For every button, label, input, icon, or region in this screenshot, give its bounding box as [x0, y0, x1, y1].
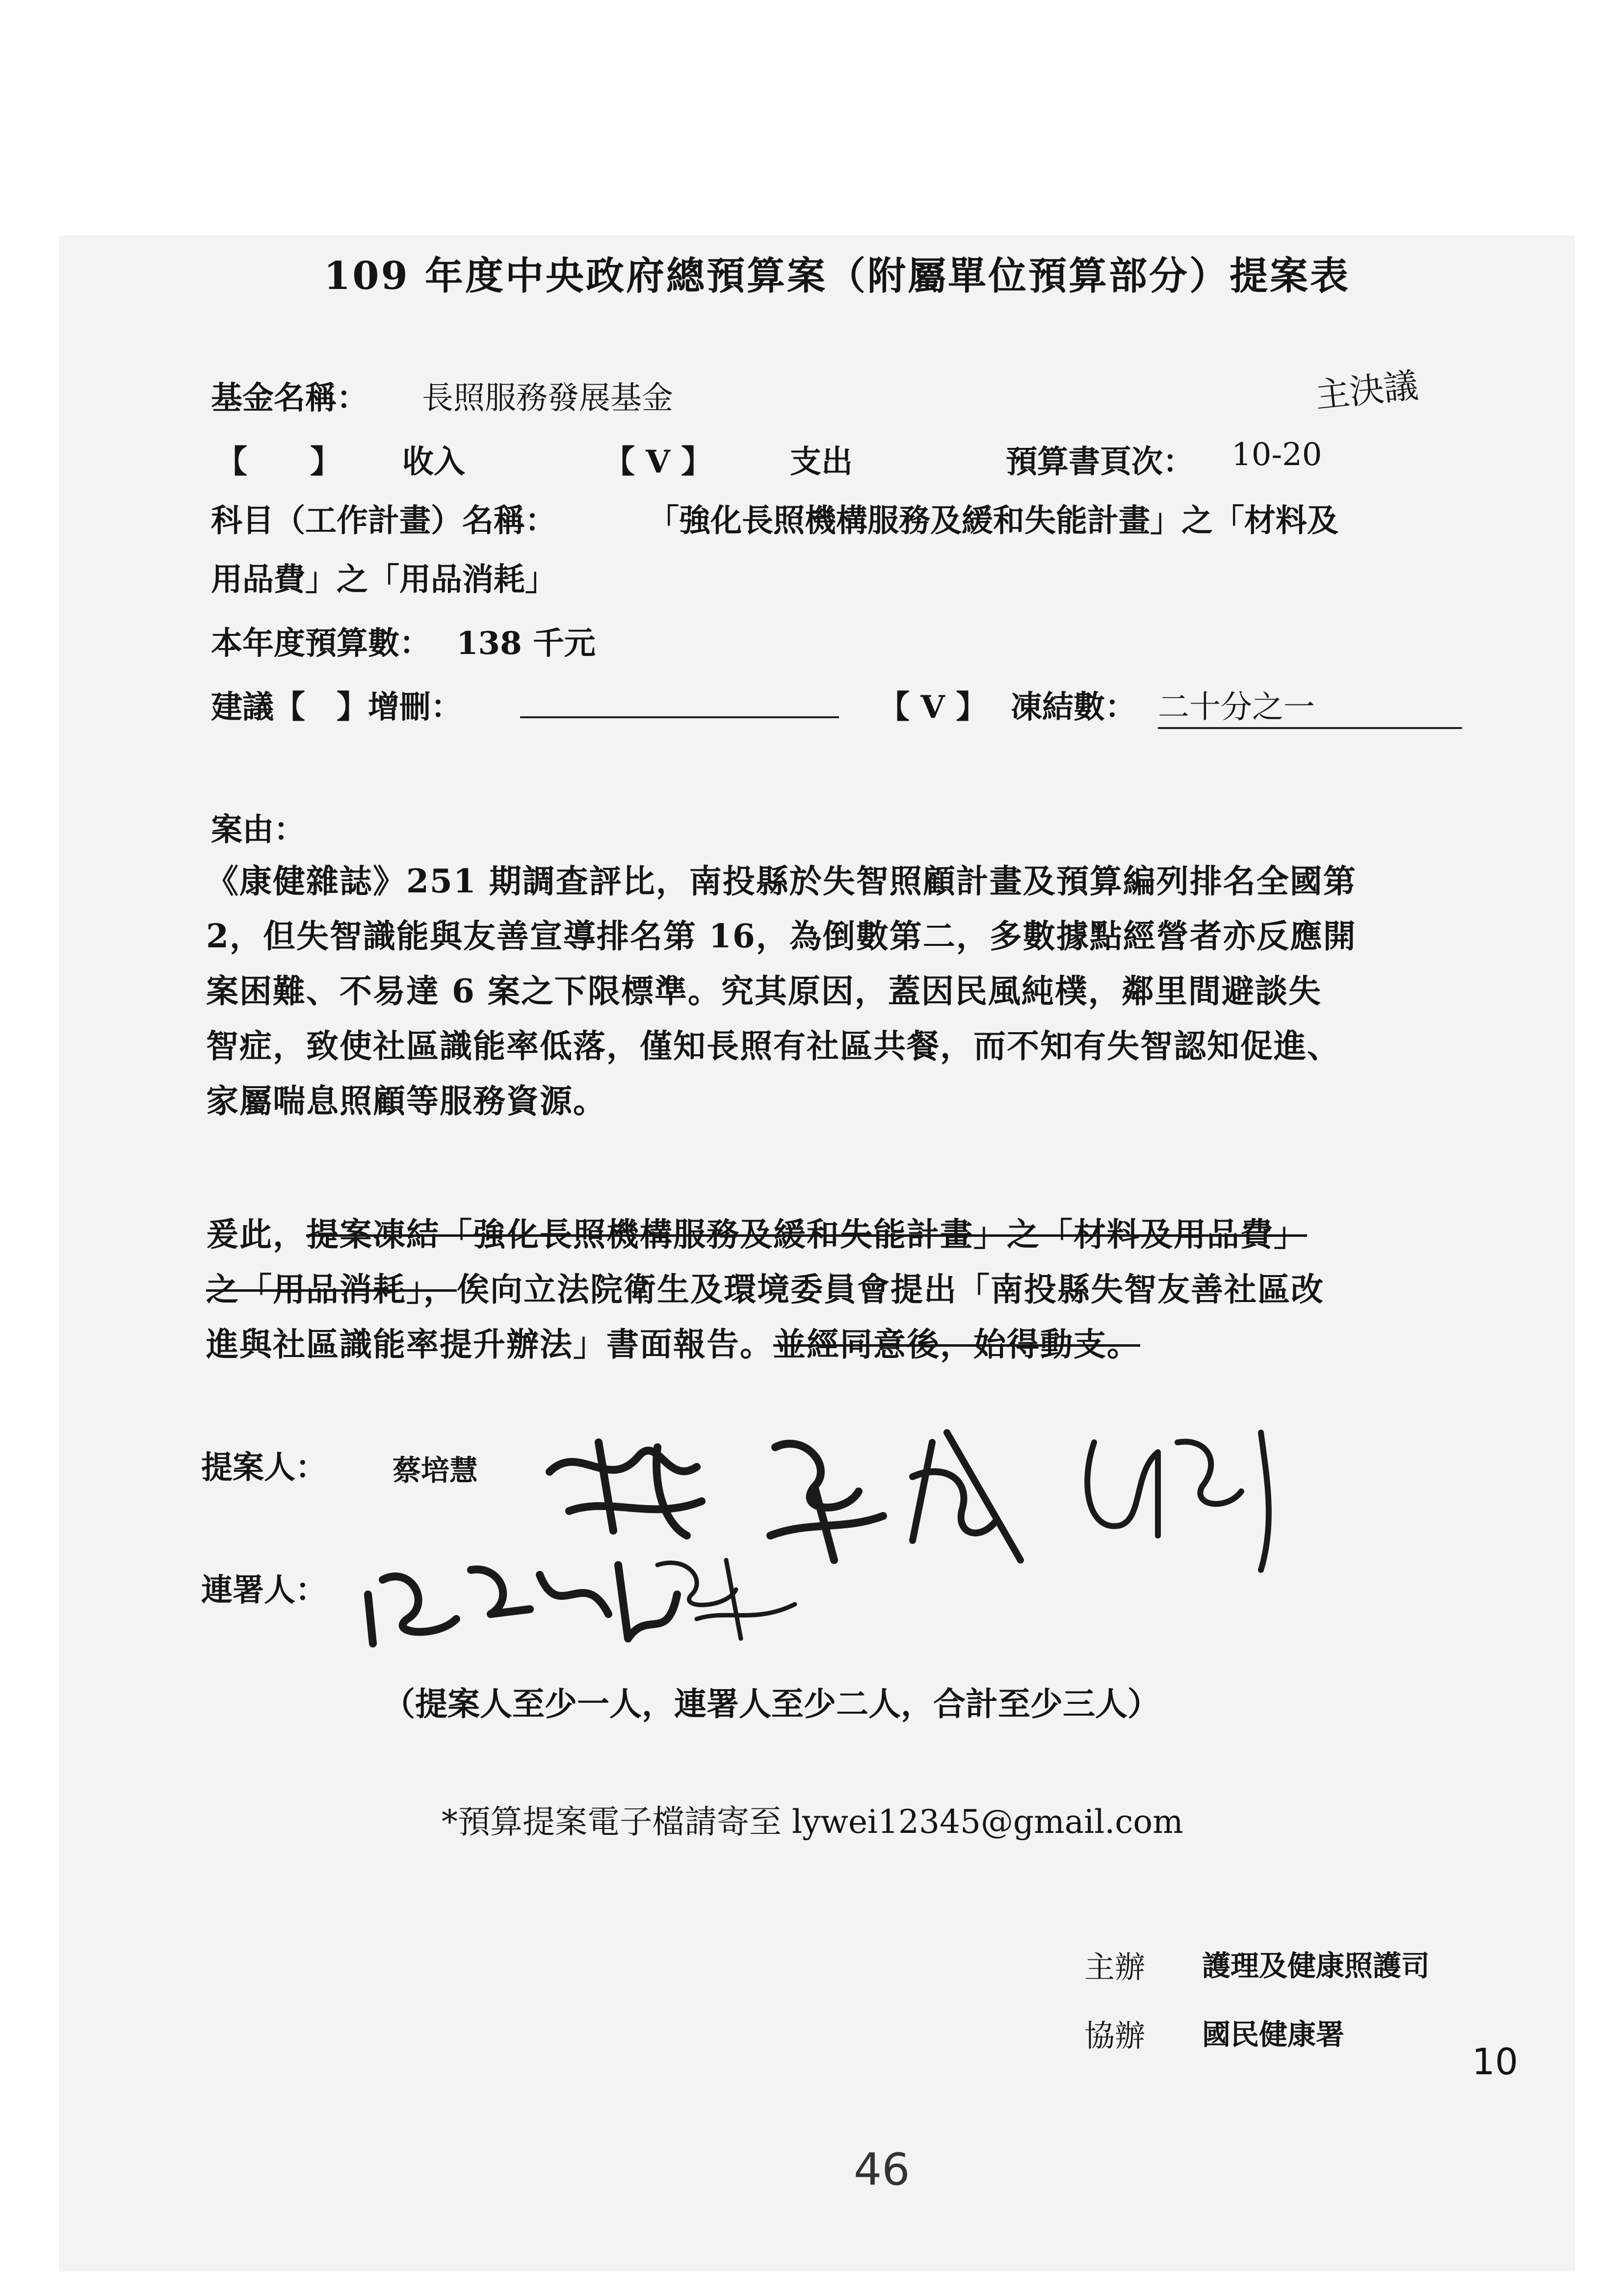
proposal-text: 進與社區識能率提升辦法」書面報告。 — [206, 1325, 773, 1363]
subject-line2: 用品費」之「用品消耗」 — [211, 561, 556, 598]
expense-label: 支出 — [790, 444, 853, 480]
cosigner-signatures — [353, 1536, 844, 1653]
expense-bracket: 【 V 】 — [603, 444, 713, 480]
requirement-note: （提案人至少一人，連署人至少二人，合計至少三人） — [383, 1685, 1160, 1723]
co-handwritten-mark: 協辦 — [1084, 2018, 1146, 2054]
proposal-struck-text: 並經同意後，始得動支。 — [773, 1325, 1140, 1363]
fund-label: 基金名稱： — [211, 380, 368, 417]
proposal-text: 俟向立法院衛生及環境委員會提出「南投縣失智友善社區改 — [457, 1270, 1324, 1308]
suggest-label: 建議【 】增刪： — [211, 689, 462, 726]
income-label: 收入 — [402, 444, 465, 480]
reason-line: 智症，致使社區識能率低落，僅知長照有社區共餐，而不知有失智認知促進、 — [206, 1027, 1340, 1065]
proposal-struck-text: 提案凍結「強化長照機構服務及緩和失能計畫」之「材料及用品費」 — [306, 1215, 1307, 1253]
subject-label: 科目（工作計畫）名稱： — [211, 502, 556, 539]
income-bracket: 【 】 — [216, 444, 341, 480]
reason-paragraph — [206, 854, 1506, 1128]
co-unit: 國民健康署 — [1202, 2018, 1345, 2051]
reason-line: 案困難、不易達 6 案之下限標準。究其原因，蓋因民風純樸，鄰里間避談失 — [206, 972, 1322, 1010]
freeze-label: 凍結數： — [1011, 689, 1136, 726]
proposal-paragraph — [206, 1207, 1506, 1372]
page-ref-value: 10-20 — [1231, 437, 1322, 473]
freeze-value: 二十分之一 — [1158, 682, 1462, 729]
main-unit: 護理及健康照護司 — [1202, 1949, 1430, 1983]
reason-heading: 案由： — [211, 811, 305, 848]
reason-line: 家屬喘息照顧等服務資源。 — [206, 1082, 606, 1120]
subject-line1: 「強化長照機構服務及緩和失能計畫」之「材料及 — [648, 502, 1338, 539]
proposer-name: 蔡培慧 — [393, 1454, 478, 1487]
main-handwritten-mark: 主辦 — [1084, 1949, 1146, 1985]
fund-value: 長照服務發展基金 — [422, 380, 673, 417]
increase-decrease-blank — [520, 687, 839, 720]
proposal-text: 爰此， — [206, 1215, 306, 1253]
reason-line: 《康健雜誌》251 期調查評比，南投縣於失智照顧計畫及預算編列排名全國第 — [206, 862, 1357, 900]
budget-value: 138 千元 — [456, 625, 596, 662]
email-note: *預算提案電子檔請寄至 lywei12345@gmail.com — [442, 1803, 1183, 1841]
margin-note: 10 — [1472, 2041, 1519, 2083]
cosigner-label: 連署人： — [201, 1572, 327, 1609]
budget-label: 本年度預算數： — [211, 625, 431, 662]
proposal-struck-text: 之「用品消耗」， — [206, 1270, 457, 1308]
page-ref-label: 預算書頁次： — [1006, 444, 1194, 480]
page-number: 46 — [854, 2144, 910, 2195]
reason-line: 2，但失智識能與友善宣導排名第 16，為倒數第二，多數據點經營者亦反應開 — [206, 917, 1357, 955]
proposer-label: 提案人： — [201, 1449, 327, 1486]
page-title: 109 年度中央政府總預算案（附屬單位預算部分）提案表 — [324, 254, 1350, 298]
freeze-bracket: 【 V 】 — [878, 689, 988, 726]
top-right-handwritten-note: 主決議 — [1313, 365, 1420, 416]
